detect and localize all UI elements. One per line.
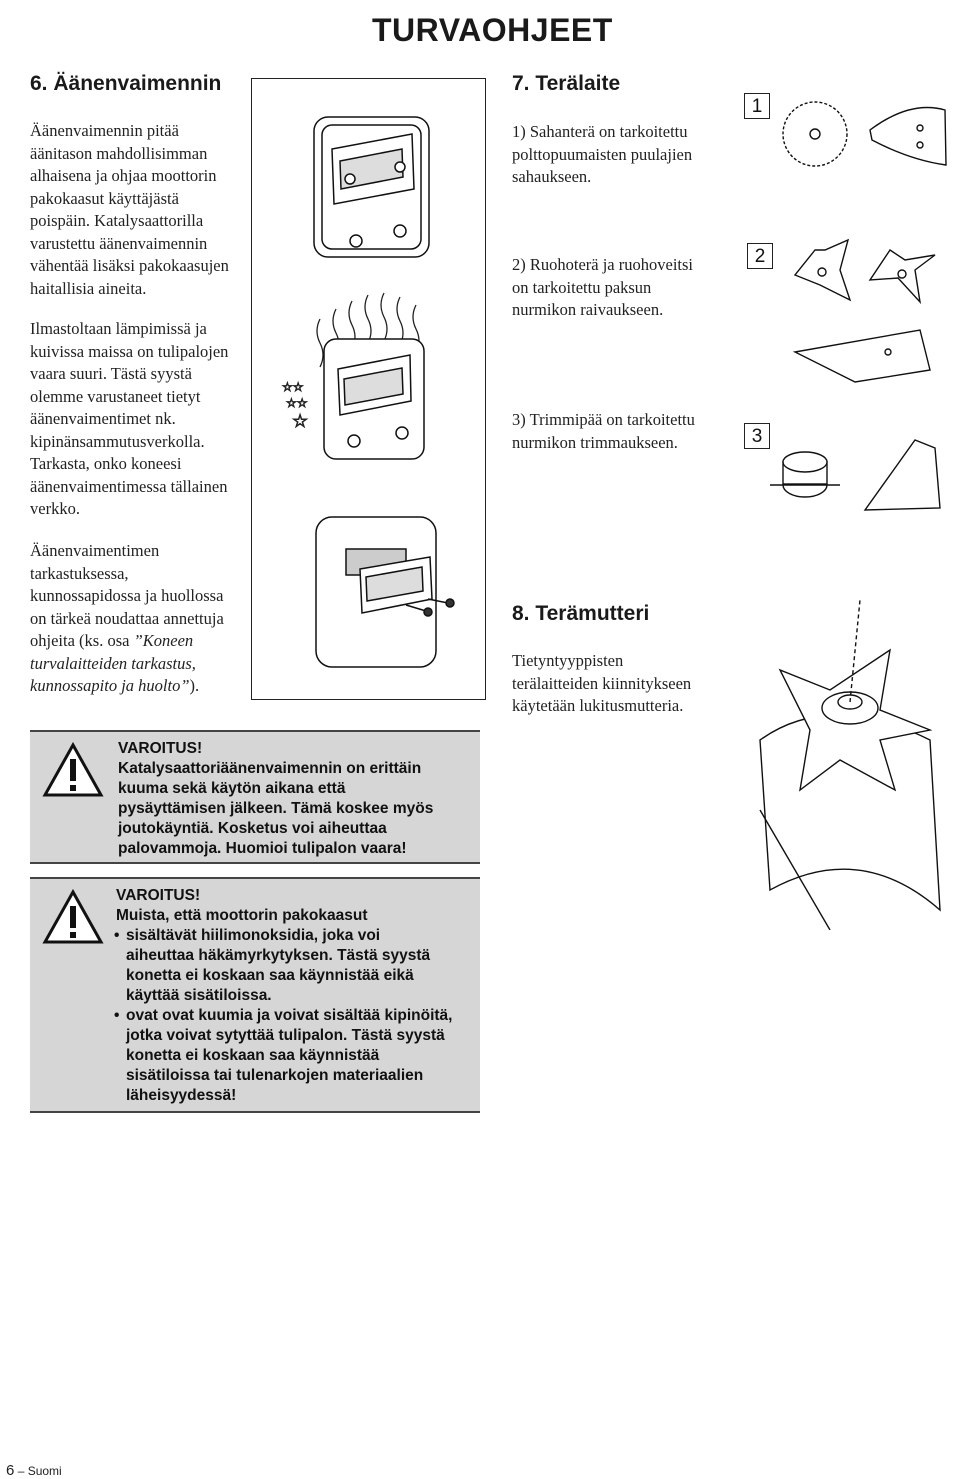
warning-title: VAROITUS! xyxy=(118,740,203,757)
trimmer-guard-icon xyxy=(865,440,940,510)
warning-line: läheisyydessä! xyxy=(126,1087,237,1104)
page-title: TURVAOHJEET xyxy=(372,12,613,48)
section-6-para-1 xyxy=(30,120,250,300)
section-7-item-2 xyxy=(512,254,742,322)
text-span: ohjeita (ks. osa xyxy=(30,631,134,650)
text-line: 2) Ruohoterä ja ruohoveitsi xyxy=(512,255,694,274)
trimmer-head-icon xyxy=(770,452,840,497)
text-line: pakokaasut käyttäjästä xyxy=(30,188,179,208)
text-line: on tarkoitettu paksun xyxy=(512,277,652,297)
warning-line: sisätiloissa tai tulenarkojen materiaalien xyxy=(126,1067,424,1084)
text-line xyxy=(30,653,255,676)
text-line: äänenvaimentimessa tällainen xyxy=(30,476,228,496)
sparks-icon xyxy=(282,380,308,432)
warning-triangle-icon xyxy=(42,742,104,798)
footer-separator: – xyxy=(17,1464,28,1478)
text-line: kipinänsammutusverkolla. xyxy=(30,431,205,451)
label-box-1: 1 xyxy=(744,93,770,119)
warning-box-hot-muffler xyxy=(30,730,480,864)
svg-text:☆☆: ☆☆ xyxy=(282,380,304,394)
warning-line: • sisältävät hiilimonoksidia, joka voi xyxy=(126,927,381,944)
saw-blade-icon xyxy=(783,102,847,166)
text-line: äänitason mahdollisimman xyxy=(30,143,208,163)
page-footer xyxy=(6,1462,62,1479)
reference-italic: ”Koneen xyxy=(133,631,194,650)
warning-line: joutokäyntiä. Kosketus voi aiheuttaa xyxy=(118,820,387,837)
text-line xyxy=(30,675,255,698)
blade-illustrations xyxy=(770,90,950,530)
text-span: ). xyxy=(189,676,200,695)
reference-italic: turvalaitteiden tarkastus, xyxy=(30,653,196,673)
warning-line: Katalysaattoriäänenvaimennin on erittäin xyxy=(118,760,422,777)
warning-triangle-icon xyxy=(42,889,104,945)
text-line: on tärkeä noudattaa annettuja xyxy=(30,608,224,628)
section-8-heading: 8. Terämutteri xyxy=(512,602,650,625)
text-line: terälaitteiden kiinnitykseen xyxy=(512,673,692,693)
warning-line: käyttää sisätiloissa. xyxy=(126,987,272,1004)
warning-title: VAROITUS! xyxy=(116,887,201,904)
text-line: tarkastuksessa, xyxy=(30,563,129,583)
text-line: varustettu äänenvaimennin xyxy=(30,233,208,253)
saw-guard-icon xyxy=(870,108,946,166)
list-item xyxy=(116,1006,480,1106)
text-line: 1) Sahanterä on tarkoitettu xyxy=(512,122,688,141)
text-line: Äänenvaimentimen xyxy=(30,541,160,560)
footer-language: Suomi xyxy=(27,1464,62,1478)
section-7-heading: 7. Terälaite xyxy=(512,72,621,95)
text-line: Tarkasta, onko koneesi xyxy=(30,454,182,473)
text-line: kunnossapidossa ja huollossa xyxy=(30,586,224,605)
warning-line: pysäyttämisen jälkeen. Tämä koskee myös xyxy=(118,800,434,817)
text-line: kuivissa maissa on tulipalojen xyxy=(30,341,229,361)
section-6-para-2 xyxy=(30,318,255,521)
section-6-heading: 6. Äänenvaimennin xyxy=(30,72,222,95)
warning-line: konetta ei koskaan saa käynnistää xyxy=(126,1047,380,1064)
section-8-text xyxy=(512,650,742,718)
text-line: olemme varustaneet tietyt xyxy=(30,386,201,406)
text-line: polttopuumaisten puulajien xyxy=(512,144,693,164)
text-line: vaara suuri. Tästä syystä xyxy=(30,364,192,383)
text-line: Tietyntyyppisten xyxy=(512,651,624,670)
text-line: verkko. xyxy=(30,499,80,518)
text-line: sahaukseen. xyxy=(512,167,592,186)
muffler-image xyxy=(314,117,429,257)
warning-line: jotka voivat sytyttää tulipalon. Tästä syystä xyxy=(126,1027,445,1044)
text-line: nurmikon raivaukseen. xyxy=(512,300,664,319)
text-line: äänenvaimentimet nk. xyxy=(30,409,176,428)
warning-box-exhaust-gases xyxy=(30,877,480,1113)
muffler-illustration xyxy=(251,78,486,700)
page-number: 6 xyxy=(6,1462,15,1479)
text-line: haitallisia aineita. xyxy=(30,278,147,298)
warning-bullet-list xyxy=(116,926,480,1106)
text-line: Ilmastoltaan lämpimissä ja xyxy=(30,319,207,338)
label-box-2: 2 xyxy=(747,243,773,269)
blade-nut-illustration xyxy=(720,590,950,930)
spark-arrestor-mounting-image xyxy=(316,517,454,667)
warning-line: palovammoja. Huomioi tulipalon vaara! xyxy=(118,840,407,857)
warning-line: • ovat ovat kuumia ja voivat sisältää kipinöitä, xyxy=(126,1007,453,1024)
reference-italic: kunnossapito ja huolto” xyxy=(30,676,190,695)
svg-text:☆☆: ☆☆ xyxy=(286,396,308,410)
warning-line: kuuma sekä käytön aikana että xyxy=(118,780,346,797)
text-line xyxy=(30,630,255,653)
warning-line: aiheuttaa häkämyrkytyksen. Tästä syystä xyxy=(126,947,431,964)
label-box-3: 3 xyxy=(744,423,770,449)
svg-text:☆: ☆ xyxy=(292,411,309,432)
warning-intro: Muista, että moottorin pakokaasut xyxy=(116,907,368,924)
list-item xyxy=(116,926,480,1006)
warning-line: konetta ei koskaan saa käynnistää eikä xyxy=(126,967,414,984)
text-line: käytetään lukitusmutteria. xyxy=(512,696,684,715)
text-line: 3) Trimmipää on tarkoitettu xyxy=(512,410,695,429)
section-6-para-3 xyxy=(30,540,255,698)
text-line: alhaisena ja ohjaa moottorin xyxy=(30,166,217,185)
text-line: poispäin. Katalysaattorilla xyxy=(30,211,204,230)
text-line: nurmikon trimmaukseen. xyxy=(512,432,678,452)
grass-guard-icon xyxy=(795,330,930,382)
text-line: Äänenvaimennin pitää xyxy=(30,121,179,140)
section-7-item-3 xyxy=(512,409,742,454)
text-line: vähentää lisäksi pakokaasujen xyxy=(30,256,229,275)
section-7-item-1 xyxy=(512,121,742,189)
muffler-with-spark-arrestor-image xyxy=(324,339,424,459)
